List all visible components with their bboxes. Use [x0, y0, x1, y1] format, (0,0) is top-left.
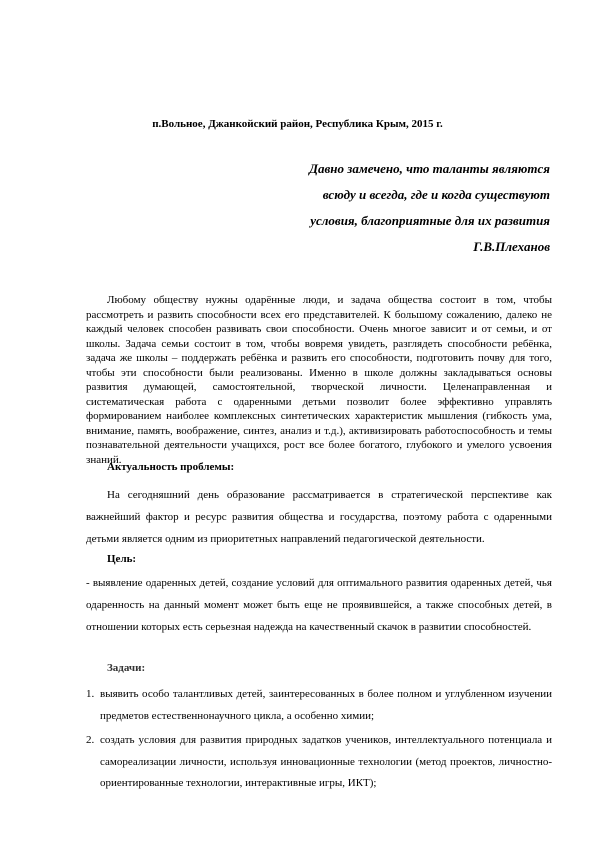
- relevance-paragraph: На сегодняшний день образование рассматривается в стратегической перспективе как важнейший фактор и ресурс развития общества и государства, поэтому работа с одаренными детьми является одним из приоритетных направлений педагогической деятельности.: [86, 489, 552, 545]
- task-text: создать условия для развития природных задатков учеников, интеллектуального потенциала и самореализации личности, используя инновационные технологии (метод проектов, личностно-ориентированные технологии, интерактивные игры, ИКТ);: [100, 734, 552, 789]
- epigraph-author: Г.В.Плеханов: [473, 239, 550, 254]
- location-header: п.Вольное, Джанкойский район, Республика Крым, 2015 г.: [152, 118, 443, 130]
- epigraph: [309, 156, 550, 260]
- task-number: 2.: [86, 734, 95, 746]
- intro-paragraph: Любому обществу нужны одарённые люди, и задача общества состоит в том, чтобы рассмотреть и развить способности всех его представителей. К большому сожалению, далеко не каждый человек способен развивать свои способности. Очень многое зависит и от семьи, и от школы. Задача семьи состоит в том, чтобы вовремя увидеть, разглядеть способности ребёнка, задача же школы – поддержать ребёнка и развить его способности, подготовить почву для того, чтобы эти способности были реализованы. Именно в школе должны закладываться основы развития думающей, самостоятельной, творческой личности. Целенаправленная и систематическая работа с одаренными детьми позволит более эффективно управлять формированием наиболее комплексных синтетических характеристик мышления (гибкость ума, внимание, память, воображение, синтез, анализ и т.д.), активизировать работоспособность и темы познавательной деятельности учащихся, рост все более богатого, глубокого и умелого усвоения знаний.: [86, 294, 552, 466]
- epigraph-line-1: Давно замечено, что таланты являются: [309, 161, 550, 176]
- epigraph-line-2: всюду и всегда, где и когда существуют: [322, 187, 550, 202]
- task-item: [86, 684, 552, 727]
- epigraph-line-3: условия, благоприятные для их развития: [310, 213, 550, 228]
- task-number: 1.: [86, 688, 95, 700]
- tasks-list: [86, 684, 552, 798]
- goal-heading: Цель:: [107, 553, 137, 565]
- relevance-heading: Актуальность проблемы:: [107, 461, 235, 473]
- task-item: [86, 730, 552, 795]
- tasks-heading: Задачи:: [107, 662, 146, 674]
- goal-paragraph: - выявление одаренных детей, создание условий для оптимального развития одаренных детей, чья одаренность на данный момент может быть еще не проявившейся, а также способных детей, в отношении которых есть серьезная надежда на качественный скачок в развитии способностей.: [86, 577, 552, 633]
- task-text: выявить особо талантливых детей, заинтересованных в более полном и углубленном изучении предметов естественнонаучного цикла, а особенно химии;: [100, 688, 552, 722]
